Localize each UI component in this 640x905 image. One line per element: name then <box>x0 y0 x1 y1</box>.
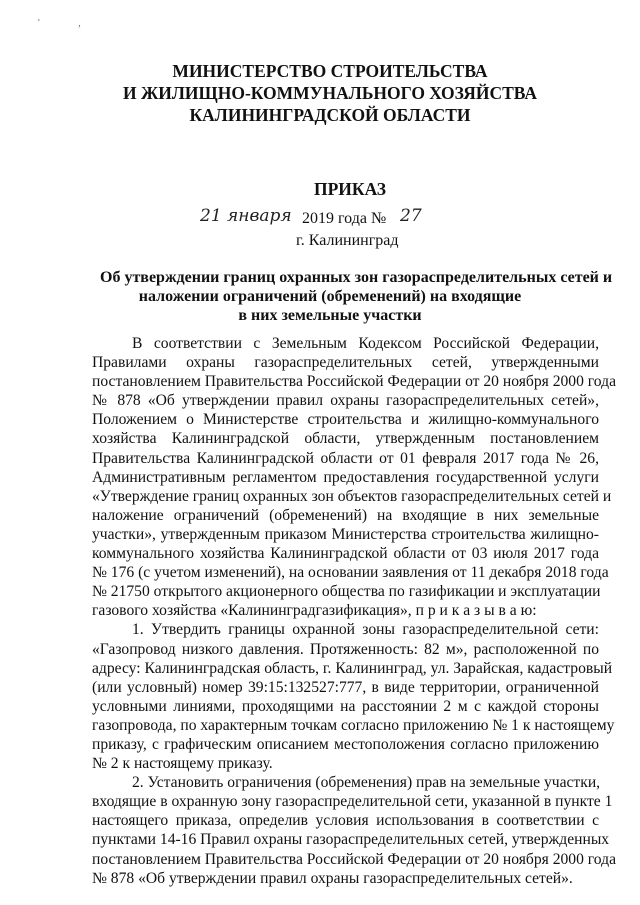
body-line: хозяйства Калининградской области, утвержденным постановлением <box>92 430 599 448</box>
scan-corner-marks: ' , <box>38 18 99 29</box>
body-line: постановлением Правительства Российской Федерации от 20 ноября 2000 года <box>92 850 616 868</box>
body-line: Положением о Министерстве строительства и жилищно-коммунального <box>92 411 599 429</box>
ministry-line: КАЛИНИНГРАДСКОЙ ОБЛАСТИ <box>189 105 471 125</box>
body-line: В соответствии с Земельным Кодексом Российской Федерации, <box>132 335 599 352</box>
handwritten-date: 21 января <box>200 206 292 226</box>
ministry-line: И ЖИЛИЩНО-КОММУНАЛЬНОГО ХОЗЯЙСТВА <box>122 83 538 103</box>
body-line: газопровода, по характерным точкам согласно приложению № 1 к настоящему <box>92 716 615 734</box>
title-line: в них земельные участки <box>238 307 422 324</box>
body-line: адресу: Калининградская область, г. Калининград, ул. Зарайская, кадастровый <box>92 659 613 677</box>
body-line: № 21750 открытого акционерного общества по газификации и эксплуатации <box>92 583 601 601</box>
ministry-header <box>90 60 570 126</box>
body-line: входящие в охранную зону газораспределительной сети, указанной в пункте 1 <box>92 793 613 811</box>
body-line: № 176 (с учетом изменений), на основании заявления от 11 декабря 2018 года <box>92 564 609 582</box>
body-line: приказу, с графическим описанием местоположения согласно приложению <box>92 735 599 753</box>
body-line: № 878 «Об утверждении правил охраны газораспределительных сетей». <box>92 869 573 887</box>
body-line: настоящего приказа, определив условия использования в соответствии с <box>92 812 599 830</box>
title-line: Об утверждении границ охранных зон газораспределительных сетей и <box>100 269 613 286</box>
body-line: Правилами охраны газораспределительных сетей, утвержденными <box>92 354 599 372</box>
body-line: «Утверждение границ охранных зон объектов газораспределительных сетей и <box>92 487 612 505</box>
body-line: наложение ограничений (обременений) на входящие в них земельные <box>92 506 599 524</box>
city: г. Калининград <box>296 232 399 249</box>
body-line: № 2 к настоящему приказу. <box>92 755 273 773</box>
body-line: Административным регламентом предоставления государственной услуги <box>92 468 599 486</box>
body-line: газового хозяйства «Калининградгазификация», п р и к а з ы в а ю: <box>92 602 537 620</box>
handwritten-number: 27 <box>400 206 422 226</box>
body-line: № 878 «Об утверждении правил охраны газораспределительных сетей», <box>92 392 599 410</box>
document-body <box>92 334 616 888</box>
body-line: участки», утвержденным приказом Министерства строительства жилищно- <box>92 525 599 543</box>
body-line: 1. Утвердить границы охранной зоны газораспределительной сети: <box>132 621 599 639</box>
body-line: «Газопровод низкого давления. Протяженность: 82 м», расположенной по <box>92 640 599 658</box>
body-line: условными линиями, проходящими на расстоянии 2 м с каждой стороны <box>92 697 599 715</box>
document-title <box>100 268 613 325</box>
body-line: Правительства Калининградской области от 01 февраля 2017 года № 26, <box>92 449 599 467</box>
title-line: наложении ограничений (обременений) на входящие <box>138 288 522 305</box>
order-title: ПРИКАЗ <box>313 179 387 199</box>
body-line: 2. Установить ограничения (обременения) прав на земельные участки, <box>132 774 601 792</box>
ministry-line: МИНИСТЕРСТВО СТРОИТЕЛЬСТВА <box>172 61 488 81</box>
body-line: пунктами 14-16 Правил охраны газораспределительных сетей, утвержденных <box>92 831 610 849</box>
printed-year: 2019 года № <box>302 210 387 227</box>
body-line: коммунального хозяйства Калининградской области от 03 июля 2017 года <box>92 545 599 563</box>
body-line: (или условный) номер 39:15:132527:777, в виде территории, ограниченной <box>92 678 599 696</box>
body-line: постановлением Правительства Российской Федерации от 20 ноября 2000 года <box>92 373 616 391</box>
